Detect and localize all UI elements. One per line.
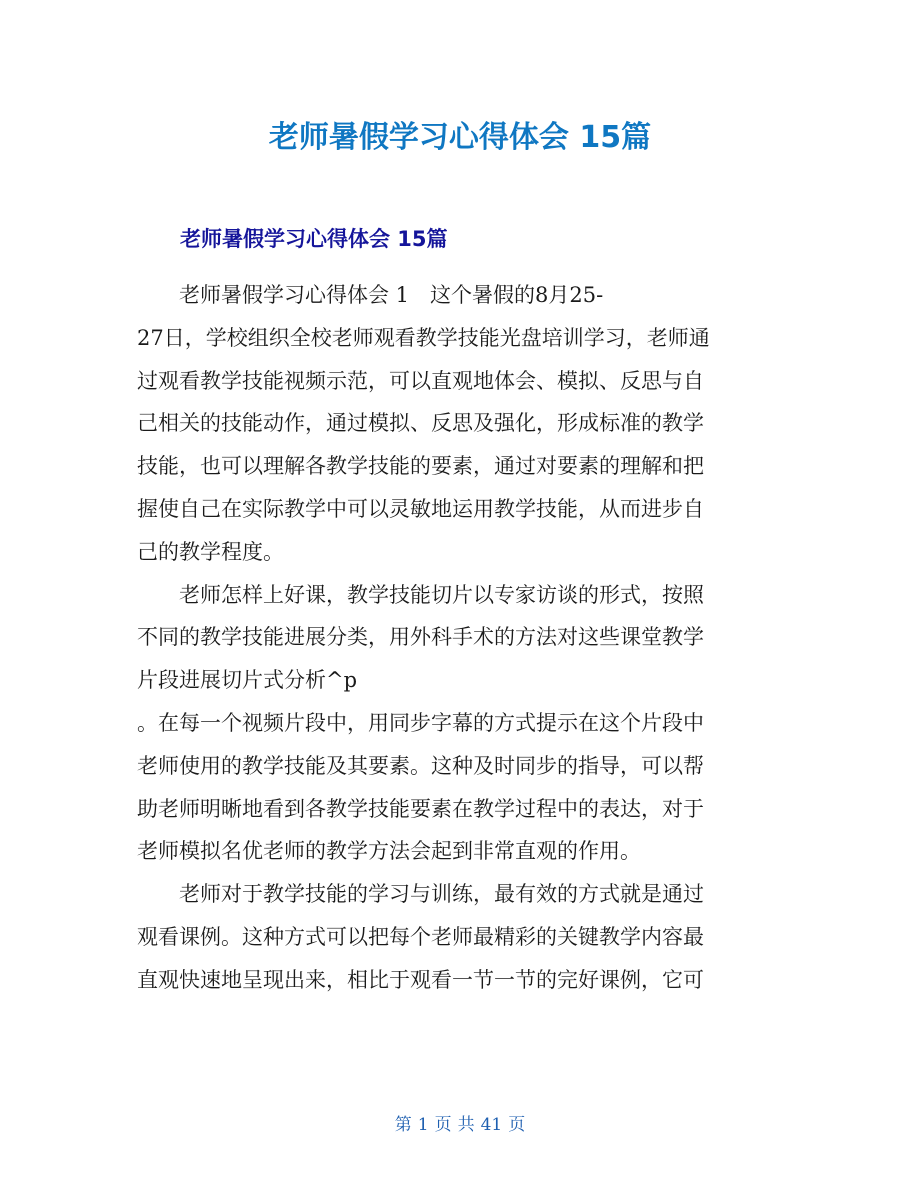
paragraph-line: 观看课例。这种方式可以把每个老师最精彩的关键教学内容最 (137, 924, 704, 949)
paragraph-line: 老师暑假学习心得体会 1 这个暑假的8月25- (179, 283, 604, 307)
paragraph-line: 老师怎样上好课，教学技能切片以专家访谈的形式，按照 (179, 582, 704, 607)
footer-prefix: 第 (394, 1115, 412, 1135)
paragraph-line: 助老师明晰地看到各教学技能要素在教学过程中的表达，对于 (137, 796, 704, 821)
paragraph-line: 。在每一个视频片段中，用同步字幕的方式提示在这个片段中 (137, 710, 704, 735)
section-heading: 老师暑假学习心得体会 15篇 (180, 227, 448, 251)
paragraph-line: 片段进展切片式分析^p (137, 668, 358, 693)
paragraph-line: 不同的教学技能进展分类，用外科手术的方法对这些课堂教学 (137, 625, 704, 650)
paragraph-line: 己的教学程度。 (137, 539, 284, 564)
paragraph-line: 老师模拟名优老师的教学方法会起到非常直观的作用。 (137, 839, 641, 864)
page-footer (0, 1110, 920, 1140)
paragraph-line: 直观快速地呈现出来，相比于观看一节一节的完好课例，它可 (137, 967, 704, 992)
footer-suffix: 页 (508, 1115, 526, 1135)
paragraph-line: 握使自己在实际教学中可以灵敏地运用教学技能，从而进步自 (137, 496, 704, 521)
document-title: 老师暑假学习心得体会 15篇 (268, 120, 652, 155)
paragraph-line: 老师使用的教学技能及其要素。这种及时同步的指导，可以帮 (137, 753, 704, 778)
footer-current-page: 1 (417, 1115, 429, 1135)
paragraph-line: 27日，学校组织全校老师观看教学技能光盘培训学习，老师通 (137, 325, 710, 350)
paragraph-line: 己相关的技能动作，通过模拟、反思及强化，形成标准的教学 (137, 411, 704, 436)
paragraph-line: 老师对于教学技能的学习与训练，最有效的方式就是通过 (179, 882, 704, 907)
footer-total-word: 共 (457, 1115, 475, 1135)
body-text (137, 274, 787, 1002)
paragraph-line: 过观看教学技能视频示范，可以直观地体会、模拟、反思与自 (137, 368, 704, 393)
paragraph-line: 技能，也可以理解各教学技能的要素，通过对要素的理解和把 (137, 454, 704, 479)
footer-total-pages: 41 (480, 1115, 503, 1135)
footer-page-word: 页 (434, 1115, 452, 1135)
